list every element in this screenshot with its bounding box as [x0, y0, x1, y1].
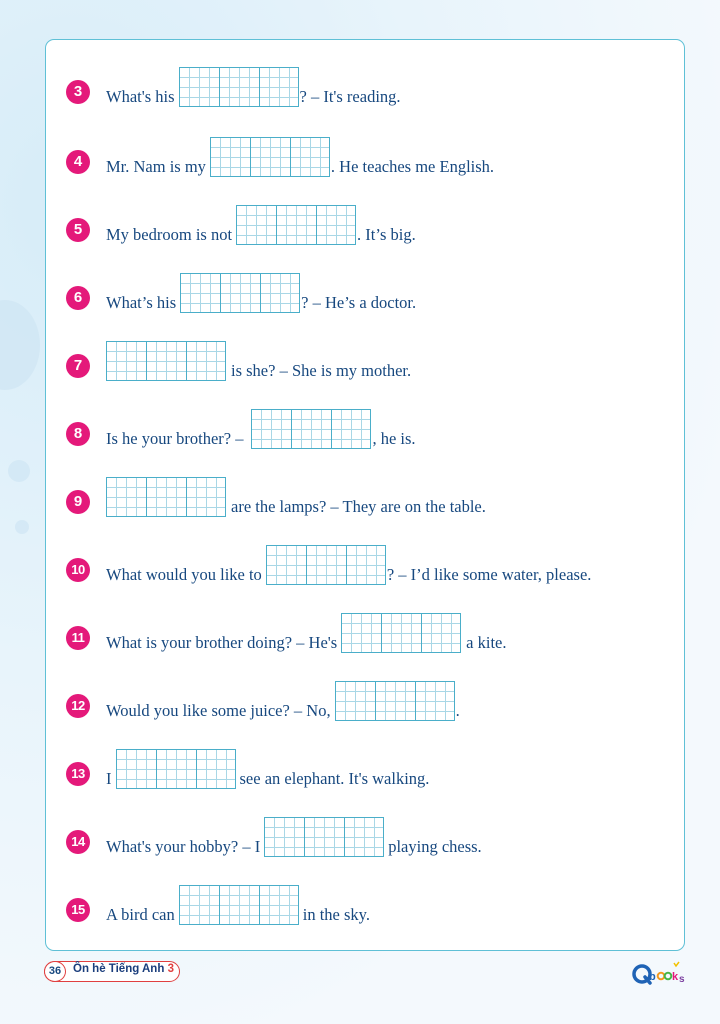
question-number-badge: 12: [66, 694, 90, 718]
page-number: 36: [44, 961, 66, 982]
sentence-after: ? – I’d like some water, please.: [386, 565, 592, 584]
exercise-row: [66, 70, 670, 110]
background-splash: [0, 300, 40, 390]
exercise-row: [66, 684, 670, 724]
question-number-badge: 7: [66, 354, 90, 378]
sentence-before: What’s his: [106, 293, 177, 312]
book-grade: 3: [167, 963, 174, 975]
sentence-after: a kite.: [466, 633, 507, 652]
footer-badge: [44, 961, 180, 982]
qbooks-logo: [632, 958, 684, 988]
exercise-row: [66, 616, 670, 656]
answer-grid-box[interactable]: [251, 409, 371, 449]
question-number-badge: 10: [66, 558, 90, 582]
exercise-row: [66, 480, 670, 520]
answer-grid-box[interactable]: [264, 817, 384, 857]
question-number-badge: 8: [66, 422, 90, 446]
sentence-before: Is he your brother? –: [106, 429, 244, 448]
sentence-before: My bedroom is not: [106, 225, 233, 244]
sentence-after: in the sky.: [302, 905, 370, 924]
sentence-after: . He teaches me English.: [330, 157, 495, 176]
exercise-row: [66, 276, 670, 316]
sentence-before: A bird can: [106, 905, 175, 924]
exercise-row: [66, 208, 670, 248]
sentence-after: , he is.: [372, 429, 416, 448]
book-title-text: Ôn hè Tiếng Anh: [73, 963, 165, 975]
sentence-after: are the lamps? – They are on the table.: [231, 497, 486, 516]
answer-grid-box[interactable]: [210, 137, 330, 177]
sentence-after: see an elephant. It's walking.: [239, 769, 430, 788]
svg-text:s: s: [679, 974, 685, 985]
answer-grid-box[interactable]: [335, 681, 455, 721]
answer-grid-box[interactable]: [236, 205, 356, 245]
answer-grid-box[interactable]: [180, 273, 300, 313]
book-title: [73, 963, 174, 975]
exercise-row: [66, 548, 670, 588]
exercise-row: [66, 344, 670, 384]
sentence-before: What would you like to: [106, 565, 262, 584]
answer-grid-box[interactable]: [106, 477, 226, 517]
answer-grid-box[interactable]: [116, 749, 236, 789]
exercise-row: [66, 412, 670, 452]
question-number-badge: 4: [66, 150, 90, 174]
exercise-row: [66, 820, 670, 860]
question-number-badge: 5: [66, 218, 90, 242]
sentence-before: What's his: [106, 87, 175, 106]
question-number-badge: 13: [66, 762, 90, 786]
question-number-badge: 3: [66, 80, 90, 104]
background-splash: [8, 460, 30, 482]
background-splash: [15, 520, 29, 534]
sentence-after: ? – He’s a doctor.: [301, 293, 417, 312]
answer-grid-box[interactable]: [179, 885, 299, 925]
sentence-after: . It’s big.: [357, 225, 416, 244]
sentence-after: is she? – She is my mother.: [231, 361, 412, 380]
sentence-after: ? – It's reading.: [299, 87, 401, 106]
answer-grid-box[interactable]: [266, 545, 386, 585]
exercise-row: [66, 140, 670, 180]
svg-text:b: b: [649, 971, 656, 983]
question-number-badge: 9: [66, 490, 90, 514]
sentence-before: I: [106, 769, 112, 788]
svg-text:k: k: [672, 971, 679, 983]
answer-grid-box[interactable]: [179, 67, 299, 107]
question-number-badge: 15: [66, 898, 90, 922]
sentence-after: .: [455, 701, 460, 720]
answer-grid-box[interactable]: [106, 341, 226, 381]
sentence-before: Would you like some juice? – No,: [106, 701, 331, 720]
answer-grid-box[interactable]: [341, 613, 461, 653]
sentence-before: What is your brother doing? – He's: [106, 633, 338, 652]
question-number-badge: 14: [66, 830, 90, 854]
sentence-before: Mr. Nam is my: [106, 157, 206, 176]
question-number-badge: 6: [66, 286, 90, 310]
exercise-row: [66, 752, 670, 792]
exercise-row: [66, 888, 670, 928]
sentence-before: What's your hobby? – I: [106, 837, 261, 856]
question-number-badge: 11: [66, 626, 90, 650]
sentence-after: playing chess.: [388, 837, 482, 856]
